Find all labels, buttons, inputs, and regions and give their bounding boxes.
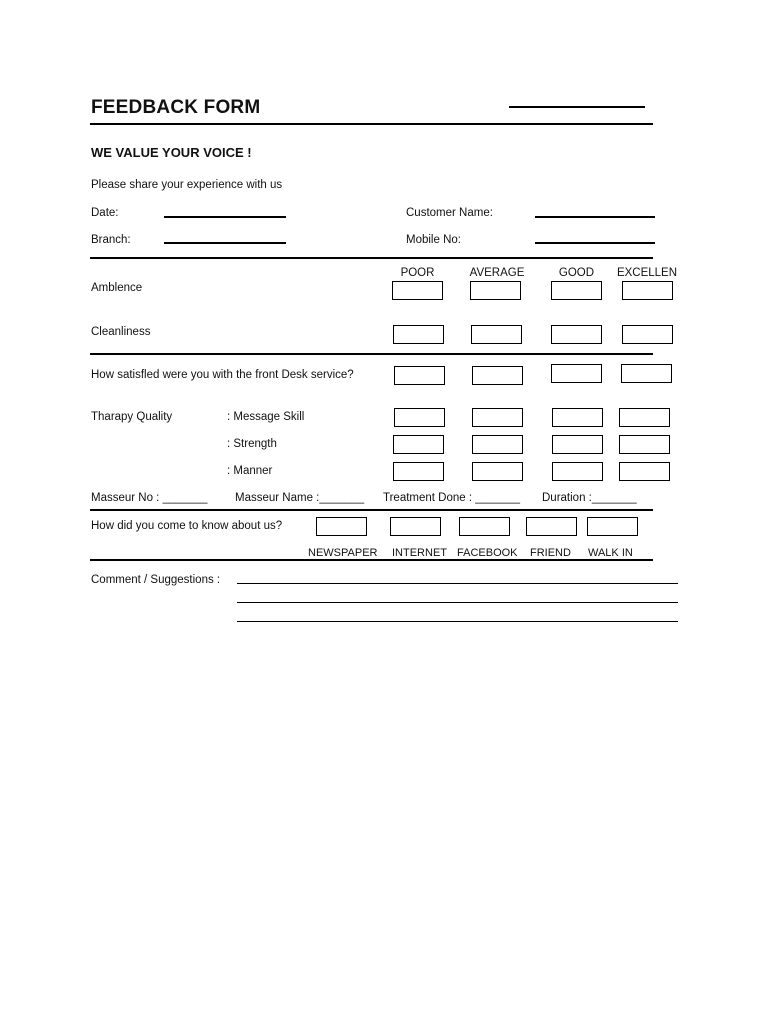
customer-name-label: Customer Name: <box>406 207 493 219</box>
masseur-divider <box>90 509 653 511</box>
source-question: How did you come to know about us? <box>91 520 283 532</box>
ambience-excellent-box[interactable] <box>622 281 673 300</box>
customer-name-field[interactable] <box>535 216 655 218</box>
friend-box[interactable] <box>526 517 577 536</box>
internet-box[interactable] <box>390 517 441 536</box>
strength-excellent-box[interactable] <box>619 435 670 454</box>
mobile-label: Mobile No: <box>406 234 461 246</box>
internet-label: INTERNET <box>392 547 447 559</box>
col-good: GOOD <box>558 267 595 279</box>
branch-label: Branch: <box>91 234 131 246</box>
strength-poor-box[interactable] <box>393 435 444 454</box>
newspaper-box[interactable] <box>316 517 367 536</box>
walk-in-label: WALK IN <box>588 547 633 559</box>
title-divider <box>90 123 653 125</box>
form-title: FEEDBACK FORM <box>91 97 261 118</box>
cleanliness-label: Cleanliness <box>91 326 151 338</box>
source-divider <box>90 559 653 561</box>
facebook-box[interactable] <box>459 517 510 536</box>
skill-average-box[interactable] <box>472 408 523 427</box>
manner-poor-box[interactable] <box>393 462 444 481</box>
strength-good-box[interactable] <box>552 435 603 454</box>
comment-line-3[interactable] <box>237 621 678 622</box>
skill-good-box[interactable] <box>552 408 603 427</box>
therapy-manner-label: : Manner <box>227 465 273 477</box>
ambience-average-box[interactable] <box>470 281 521 300</box>
duration-field[interactable]: Duration :_______ <box>542 492 637 504</box>
col-poor: POOR <box>400 267 435 279</box>
therapy-label: Tharapy Quality <box>91 411 173 423</box>
comment-line-2[interactable] <box>237 602 678 603</box>
info-divider <box>90 257 653 259</box>
strength-average-box[interactable] <box>472 435 523 454</box>
ambience-good-box[interactable] <box>551 281 602 300</box>
date-field[interactable] <box>164 216 286 218</box>
therapy-skill-label: : Message Skill <box>227 411 305 423</box>
col-average: AVERAGE <box>469 267 525 279</box>
date-label: Date: <box>91 207 119 219</box>
manner-good-box[interactable] <box>552 462 603 481</box>
cleanliness-average-box[interactable] <box>471 325 522 344</box>
intro-text: Please share your experience with us <box>91 179 283 191</box>
cleanliness-excellent-box[interactable] <box>622 325 673 344</box>
ambience-label: Amblence <box>91 282 143 294</box>
skill-excellent-box[interactable] <box>619 408 670 427</box>
cleanliness-good-box[interactable] <box>551 325 602 344</box>
masseur-name-field[interactable]: Masseur Name :_______ <box>235 492 365 504</box>
facebook-label: FACEBOOK <box>457 547 518 559</box>
manner-average-box[interactable] <box>472 462 523 481</box>
treatment-done-field[interactable]: Treatment Done : _______ <box>383 492 521 504</box>
masseur-no-field[interactable]: Masseur No : _______ <box>91 492 208 504</box>
front-desk-poor-box[interactable] <box>394 366 445 385</box>
front-desk-good-box[interactable] <box>551 364 602 383</box>
branch-field[interactable] <box>164 242 286 244</box>
ambience-poor-box[interactable] <box>392 281 443 300</box>
newspaper-label: NEWSPAPER <box>308 547 378 559</box>
comments-label: Comment / Suggestions : <box>91 574 221 586</box>
friend-label: FRIEND <box>530 547 571 559</box>
subtitle: WE VALUE YOUR VOICE ! <box>91 145 252 160</box>
rating-divider <box>90 353 653 355</box>
mobile-field[interactable] <box>535 242 655 244</box>
cleanliness-poor-box[interactable] <box>393 325 444 344</box>
col-excellent: EXCELLEN <box>616 267 678 279</box>
skill-poor-box[interactable] <box>394 408 445 427</box>
comment-line-1[interactable] <box>237 583 678 584</box>
top-right-line <box>509 106 645 108</box>
front-desk-label: How satisfled were you with the front Desk service? <box>91 369 354 381</box>
therapy-strength-label: : Strength <box>227 438 277 450</box>
front-desk-excellent-box[interactable] <box>621 364 672 383</box>
manner-excellent-box[interactable] <box>619 462 670 481</box>
walk-in-box[interactable] <box>587 517 638 536</box>
front-desk-average-box[interactable] <box>472 366 523 385</box>
